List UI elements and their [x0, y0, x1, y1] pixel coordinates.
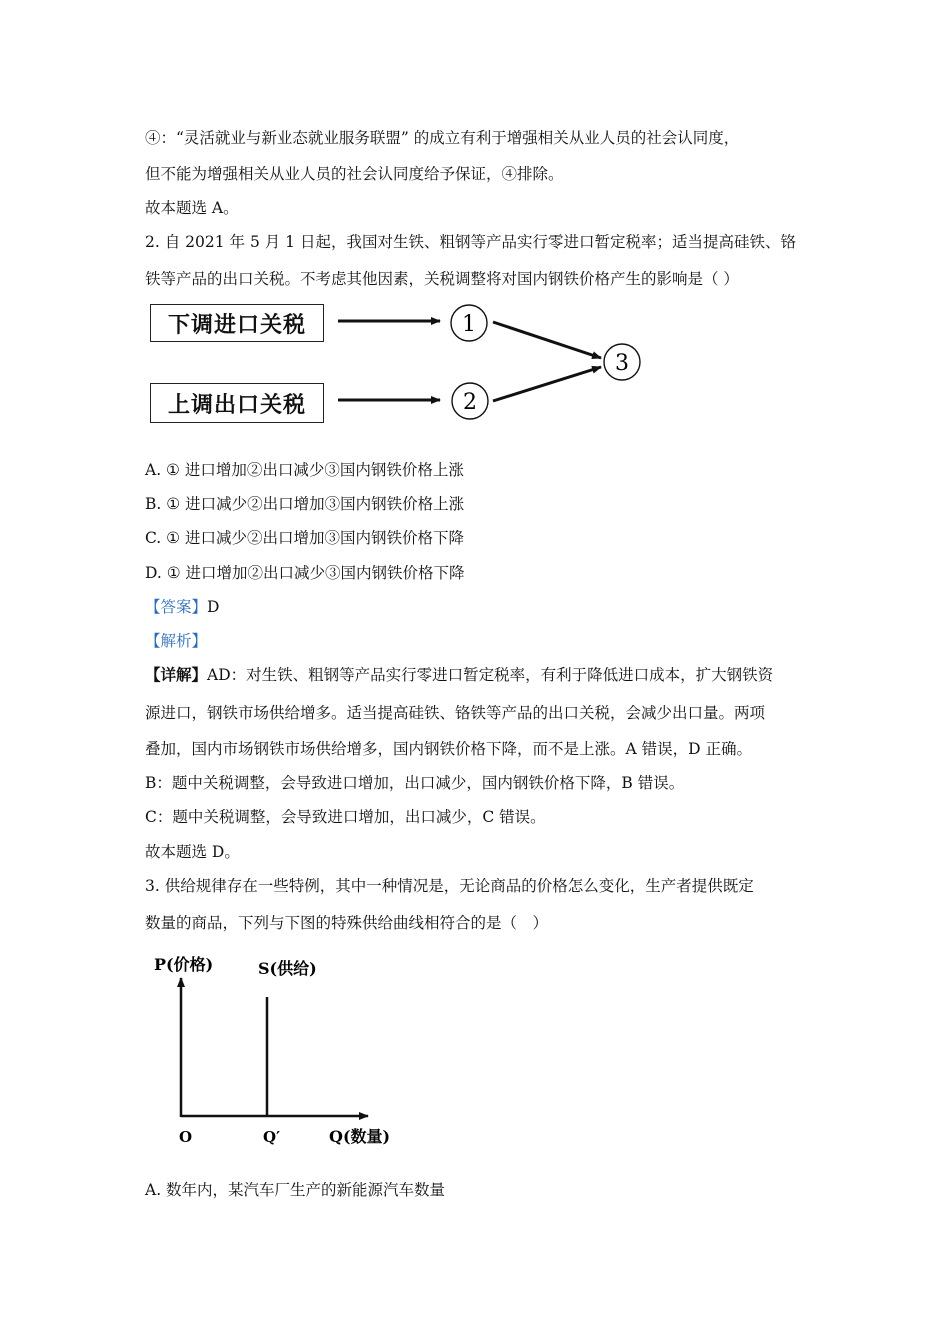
q1-analysis-line1: ④：“灵活就业与新业态就业服务联盟” 的成立有利于增强相关从业人员的社会认同度，	[145, 129, 740, 147]
answer-value: D	[207, 598, 220, 616]
q2-stem-line2: 铁等产品的出口关税。不考虑其他因素，关税调整将对国内钢铁价格产生的影响是（ ）	[145, 270, 739, 288]
node-2-label: 2	[463, 390, 477, 415]
detail-line3: 叠加，国内市场钢铁市场供给增多，国内钢铁价格下降，而不是上涨。A 错误，D 正确。	[145, 740, 752, 758]
y-axis-label: P(价格)	[154, 955, 214, 974]
q3-stem-line2: 数量的商品，下列与下图的特殊供给曲线相符合的是（ ）	[145, 914, 549, 932]
x-axis-label: Q(数量)	[329, 1127, 391, 1146]
box-lower-import-tariff: 下调进口关税	[150, 304, 324, 342]
box-raise-export-tariff: 上调出口关税	[150, 383, 324, 423]
q2-option-c: C. ① 进口减少②出口增加③国内钢铁价格下降	[145, 529, 464, 547]
node-1-label: 1	[462, 312, 476, 337]
detail-line1: AD：对生铁、粗钢等产品实行零进口暂定税率，有利于降低进口成本，扩大钢铁资	[207, 666, 774, 684]
q2-conclusion: 故本题选 D。	[145, 843, 240, 861]
q3-stem-line1: 3. 供给规律存在一些特例，其中一种情况是，无论商品的价格怎么变化，生产者提供既定	[145, 877, 754, 895]
q2-option-d: D. ① 进口增加②出口减少③国内钢铁价格下降	[145, 564, 465, 582]
analysis-label: 【解析】	[145, 632, 208, 650]
q2-option-a: A. ① 进口增加②出口减少③国内钢铁价格上涨	[145, 461, 464, 479]
origin-label: O	[179, 1128, 193, 1146]
node-3-label: 3	[615, 351, 629, 376]
detail-line2: 源进口，钢铁市场供给增多。适当提高硅铁、铬铁等产品的出口关税，会减少出口量。两项	[145, 704, 766, 722]
detail-c-line: C：题中关税调整，会导致进口增加，出口减少，C 错误。	[145, 808, 546, 826]
detail-label: 【详解】	[145, 665, 208, 684]
q2-stem-line1: 2. 自 2021 年 5 月 1 日起，我国对生铁、粗钢等产品实行零进口暂定税率；适当提高硅铁、铬	[145, 233, 796, 251]
q-prime-label: Q′	[263, 1128, 281, 1146]
detail-b-line: B：题中关税调整，会导致进口增加，出口减少，国内钢铁价格下降，B 错误。	[145, 774, 685, 792]
answer-label: 【答案】	[145, 598, 208, 616]
q1-conclusion: 故本题选 A。	[145, 199, 239, 217]
q1-analysis-line2: 但不能为增强相关从业人员的社会认同度给予保证，④排除。	[145, 165, 564, 183]
q3-option-a: A. 数年内，某汽车厂生产的新能源汽车数量	[145, 1181, 446, 1199]
q2-option-b: B. ① 进口减少②出口增加③国内钢铁价格上涨	[145, 495, 465, 513]
supply-curve-label: S(供给)	[258, 959, 317, 978]
